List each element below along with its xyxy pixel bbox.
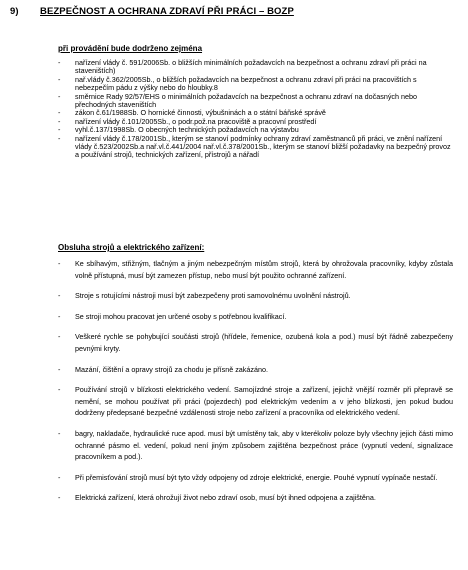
section-number: 9) [10,6,19,17]
list-item: - vyhl.č.137/1998Sb. O obecných technických požadavcích na výstavbu [58,125,299,135]
dash-bullet: - [58,125,61,135]
list-item: - Stroje s rotujícími nástroji musí být zabezpečeny proti samovolnému uvolnění nástrojů. [58,291,351,301]
dash-bullet: - [58,493,61,503]
dash-bullet: - [58,58,61,67]
dash-bullet: - [58,472,61,482]
list-item: - nař.vlády č.362/2005Sb., o bližších požadavcích na bezpečnost a ochranu zdraví při práci na pracovištích s nebezpečím pádu z výšky nebo do hloubky.8 [58,74,417,93]
dash-bullet: - [58,259,61,268]
dash-bullet: - [58,108,61,118]
dash-bullet: - [58,116,61,126]
section-heading [10,6,294,17]
list-item: - Elektrická zařízení, která ohrožují život nebo zdraví osob, musí být ihned odpojena a zajištěna. [58,493,376,503]
dash-bullet: - [58,332,61,342]
dash-bullet: - [58,291,61,301]
list-item: - Se stroji mohou pracovat jen určené osoby s potřebnou kvalifikací. [58,311,287,321]
dash-bullet: - [58,91,61,101]
list-item: - Při přemisťování strojů musí být tyto vždy odpojeny od zdroje elektrické, energie. Pouhé vypnutí vypínače nestačí. [58,472,438,482]
dash-bullet: - [58,364,61,374]
provadeni-list [58,59,453,160]
list-item: - nařízení vlády č.101/2005Sb., o podr.pož.na pracoviště a pracovní prostředí [58,116,317,126]
obsluha-heading: Obsluha strojů a elektrického zařízení: [58,243,205,252]
dash-bullet: - [58,385,61,395]
list-item: - zákon č.61/1988Sb. O hornické činnosti, výbušninách a o státní báňské správě [58,108,326,118]
list-item: - bagry, nakladače, hydraulické ruce apod. musí být umístěny tak, aby v kterékoliv poloze byly všechny jejich části mimo ochranné pásmo el. vedení, pokud není jiným způsobem zajištěna bezpečnost práce (vypnutí vedení, signalizace pracovníkem a pod.). [58,428,453,462]
list-item: - Používání strojů v blízkosti elektrického vedení. Samojízdné stroje a zařízení, jejichž vnější rozměr při přepravě se nemění, se mohou používat při práci (pojezdech) pod elektrickým vedením a v jeho blízkosti, jen pokud budou dodrženy předepsané bezpečné vzdálenosti stroje nebo zařízení a pracovníka od elektrického vedení. [58,385,453,418]
list-item: - nařízení vlády č. 591/2006Sb. o bližších minimálních požadavcích na bezpečnost a ochranu zdraví při práci na staveništích) [58,58,427,76]
list-item: - Mazání, čištění a opravy strojů za chodu je přísně zakázáno. [58,364,268,374]
list-item: - Ke sbíhavým, střižným, tlačným a jiným nebezpečným místům strojů, která by ohrožovala pracovníky, kdyby zůstala volně přístupná, musí být zamezen přístup, nebo musí být použito ochranné zařízení. [58,259,453,280]
dash-bullet: - [58,74,61,84]
obsluha-list [58,258,453,504]
dash-bullet: - [58,133,61,143]
dash-bullet: - [58,311,61,321]
provadeni-heading: při provádění bude dodrženo zejména [58,44,203,53]
dash-bullet: - [58,428,61,438]
list-item: - nařízení vlády č.178/2001Sb., kterým se stanoví podmínky ochrany zdraví zaměstnanců při práci, ve znění nařízení vlády č.523/2002Sb.a nař.vl.č.441/2004 nař.vl.č.378/2001Sb., kterým se stanoví bližší požadavky na bezpečný provoz a používání strojů, technických zařízení, přístrojů a nářadí [58,133,451,160]
section-title: BEZPEČNOST A OCHRANA ZDRAVÍ PŘI PRÁCI – BOZP [40,6,294,17]
list-item: - směrnice Rady 92/57/EHS o minimálních požadavcích na bezpečnost a ochranu zdraví na dočasných nebo přechodných staveništích [58,91,418,110]
list-item: - Veškeré rychle se pohybující součásti strojů (hřídele, řemenice, ozubená kola a pod.) musí být řádně zabezpečeny pevnými kryty. [58,332,453,353]
